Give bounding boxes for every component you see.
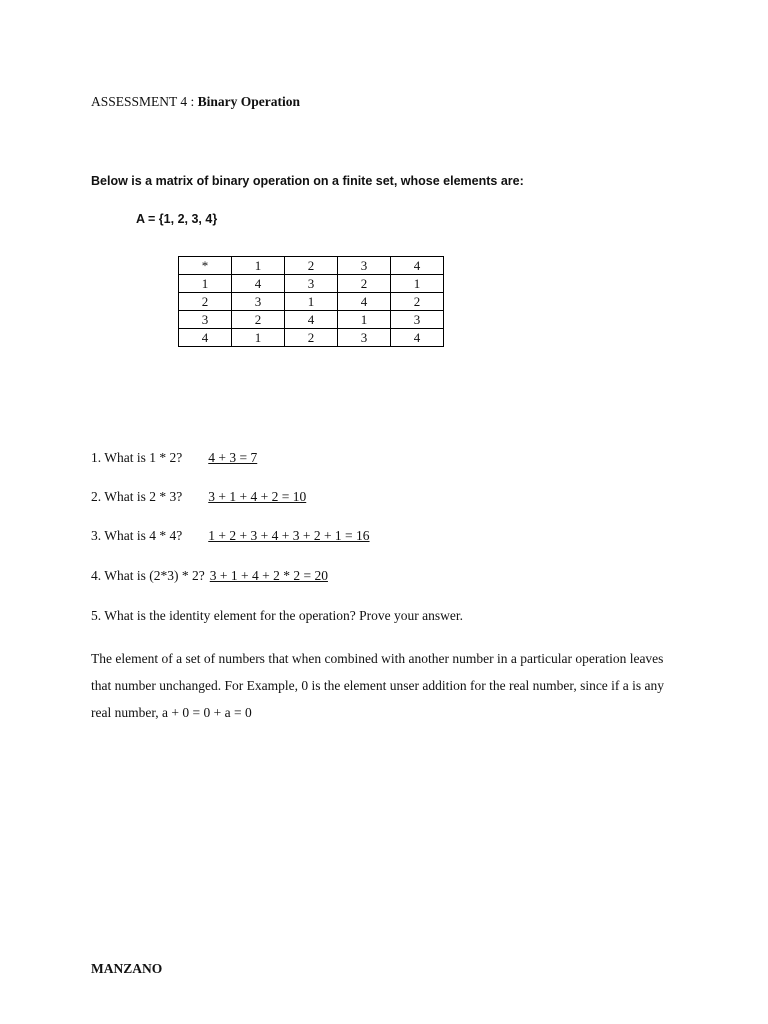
table-cell: 2 bbox=[338, 275, 391, 293]
table-cell: 2 bbox=[391, 293, 444, 311]
table-cell: 1 bbox=[179, 275, 232, 293]
table-cell: 4 bbox=[338, 293, 391, 311]
table-header-row bbox=[179, 257, 444, 275]
question-3 bbox=[91, 528, 370, 544]
intro-text: Below is a matrix of binary operation on a finite set, whose elements are: bbox=[91, 174, 524, 188]
author-name: MANZANO bbox=[91, 961, 163, 976]
answer-text: 3 + 1 + 4 + 2 * 2 = 20 bbox=[209, 568, 328, 583]
table-cell: 1 bbox=[232, 257, 285, 275]
answer-text: 4 + 3 = 7 bbox=[208, 450, 258, 465]
question-5 bbox=[91, 608, 463, 624]
table-cell: 4 bbox=[391, 329, 444, 347]
question-text: 3. What is 4 * 4? bbox=[91, 528, 183, 543]
table-cell: 1 bbox=[232, 329, 285, 347]
table-cell: 2 bbox=[179, 293, 232, 311]
table-row bbox=[179, 329, 444, 347]
question-2 bbox=[91, 489, 306, 505]
table-cell: 3 bbox=[338, 257, 391, 275]
question-4 bbox=[91, 568, 328, 584]
question-text: 2. What is 2 * 3? bbox=[91, 489, 183, 504]
table-row bbox=[179, 275, 444, 293]
table-cell: 4 bbox=[232, 275, 285, 293]
answer-text: 3 + 1 + 4 + 2 = 10 bbox=[208, 489, 307, 504]
table-cell: 3 bbox=[391, 311, 444, 329]
table-cell: 1 bbox=[338, 311, 391, 329]
table-cell: * bbox=[179, 257, 232, 275]
table-cell: 2 bbox=[285, 329, 338, 347]
operation-table bbox=[178, 256, 444, 347]
table-row bbox=[179, 311, 444, 329]
title-bold: Binary Operation bbox=[197, 94, 301, 109]
table-cell: 3 bbox=[285, 275, 338, 293]
table-cell: 3 bbox=[338, 329, 391, 347]
answer-text: 1 + 2 + 3 + 4 + 3 + 2 + 1 = 16 bbox=[208, 528, 370, 543]
page-title bbox=[91, 94, 300, 110]
table-cell: 1 bbox=[285, 293, 338, 311]
table-cell: 4 bbox=[391, 257, 444, 275]
table-cell: 2 bbox=[232, 311, 285, 329]
table-row bbox=[179, 293, 444, 311]
question-text: 4. What is (2*3) * 2? bbox=[91, 568, 205, 583]
answer-paragraph: The element of a set of numbers that when combined with another number in a particular operation leaves that number unchanged. For Example, 0 is the element unser addition for the real number, since if a is any real number, a + 0 = 0 + a = 0 bbox=[91, 651, 665, 720]
table-cell: 4 bbox=[285, 311, 338, 329]
question-text: 5. What is the identity element for the operation? Prove your answer. bbox=[91, 608, 464, 623]
table-cell: 3 bbox=[179, 311, 232, 329]
set-definition: A = {1, 2, 3, 4} bbox=[136, 212, 218, 226]
table-cell: 1 bbox=[391, 275, 444, 293]
question-1 bbox=[91, 450, 257, 466]
table-cell: 2 bbox=[285, 257, 338, 275]
table-cell: 3 bbox=[232, 293, 285, 311]
question-text: 1. What is 1 * 2? bbox=[91, 450, 183, 465]
title-prefix: ASSESSMENT 4 : bbox=[91, 94, 198, 109]
table-cell: 4 bbox=[179, 329, 232, 347]
